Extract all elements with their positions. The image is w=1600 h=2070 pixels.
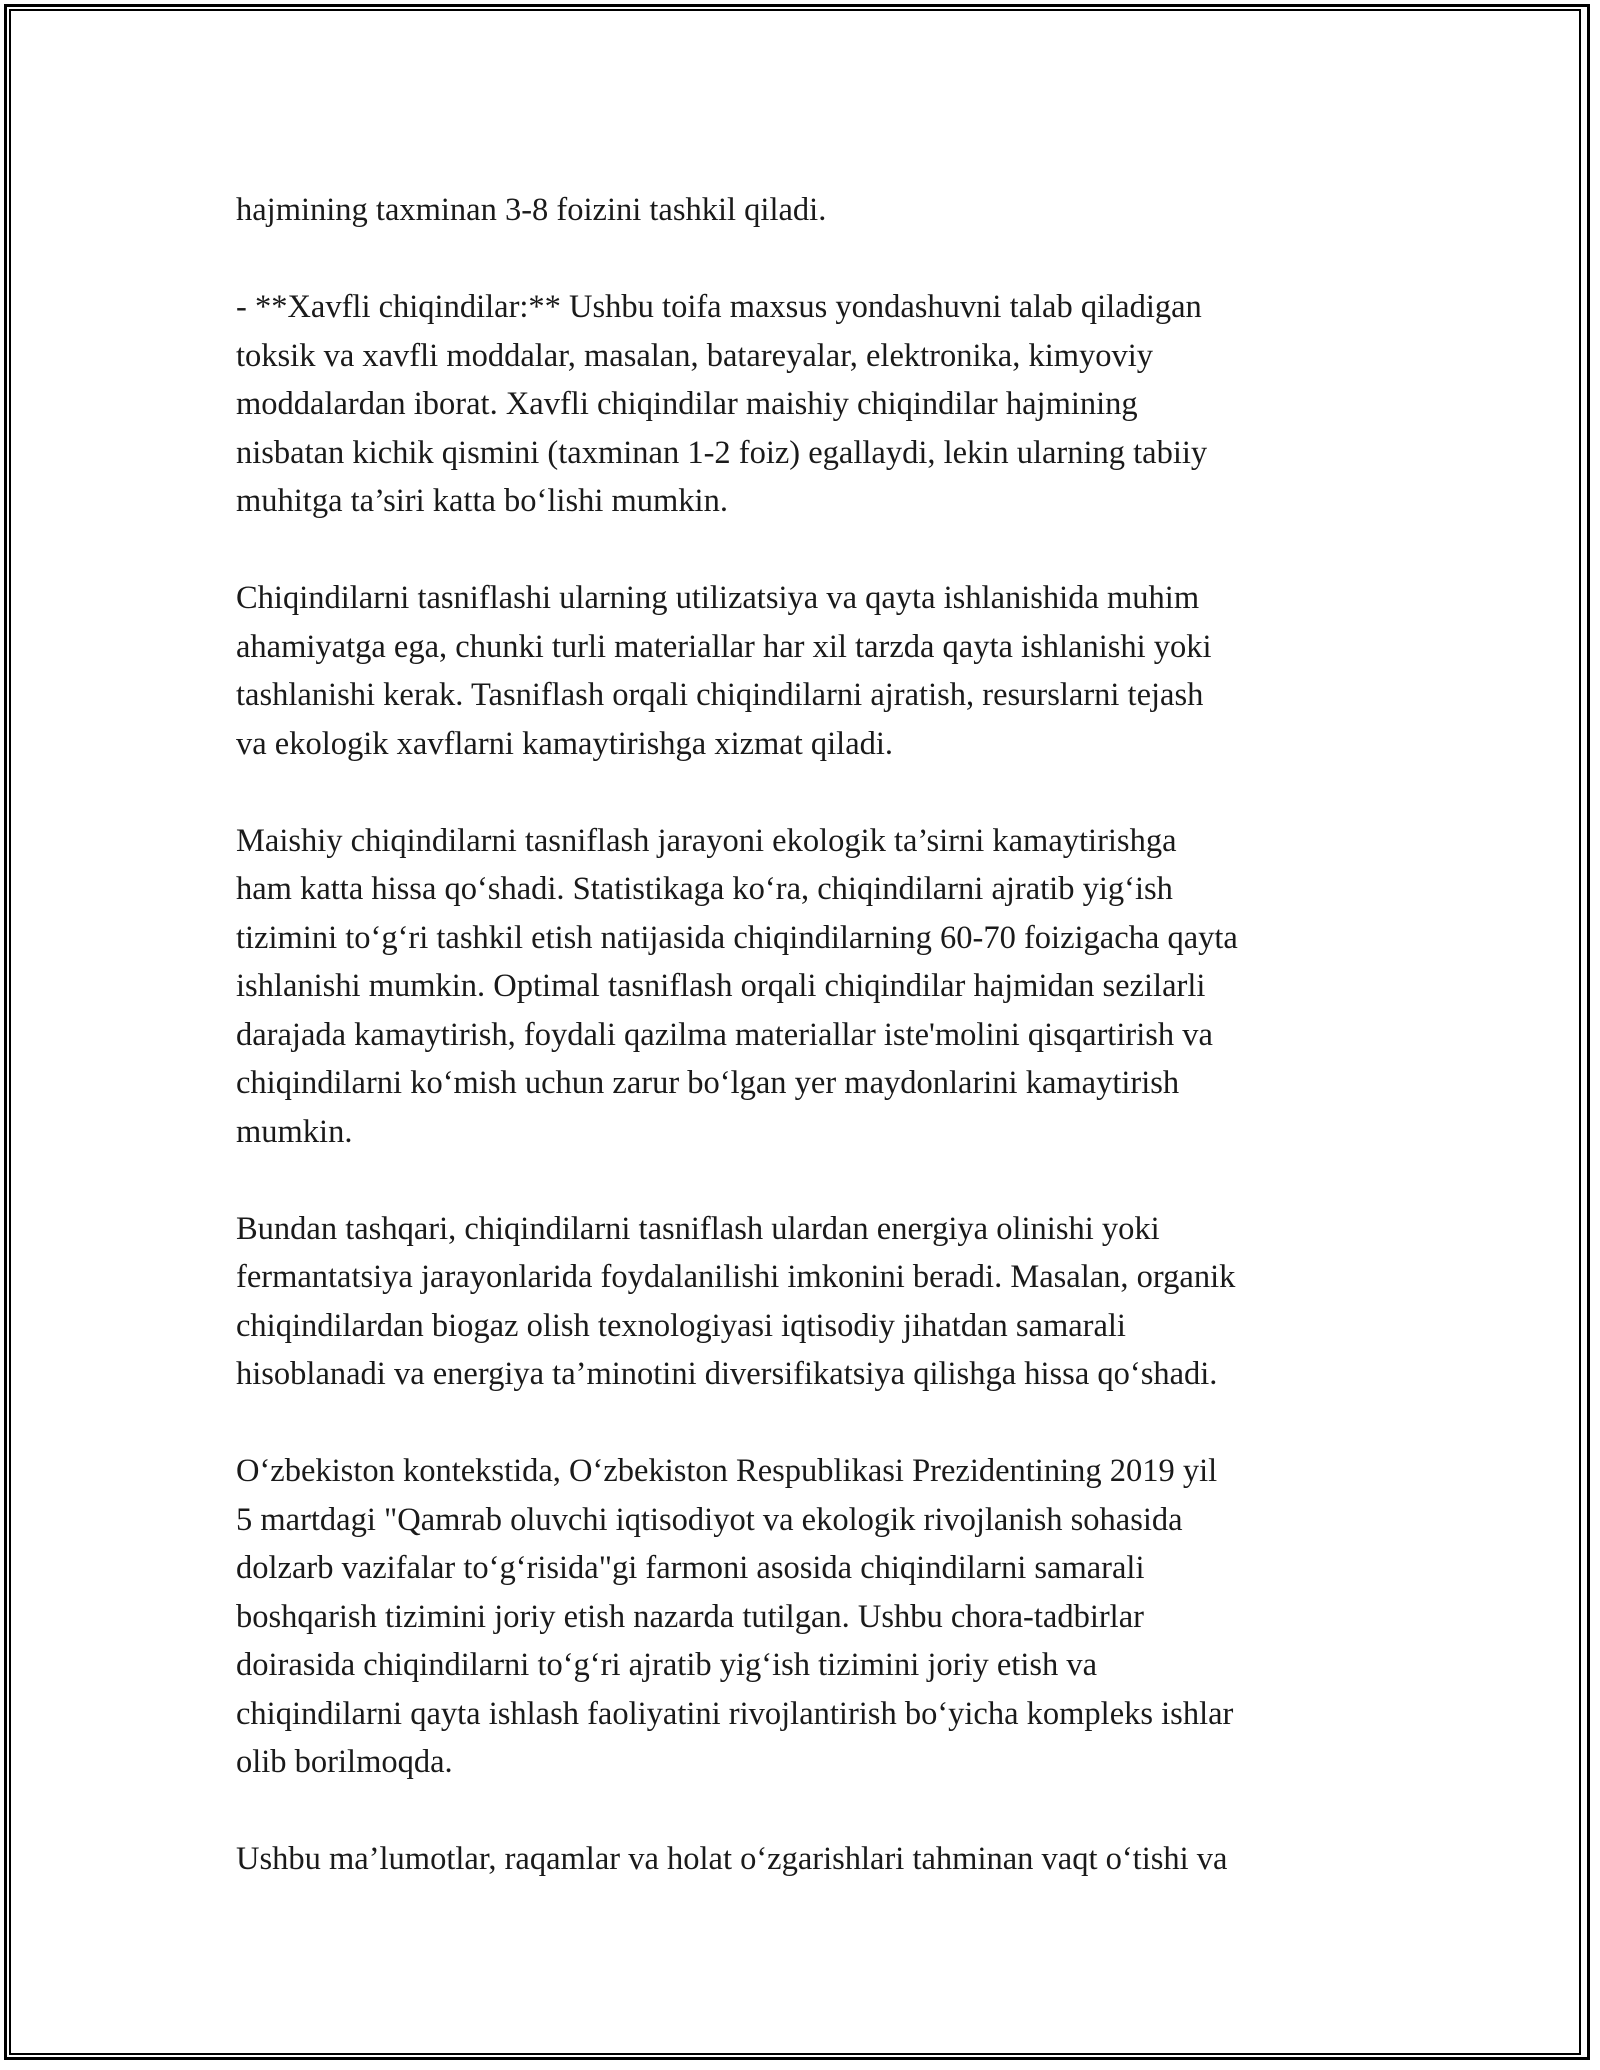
text-line: muhitga ta’siri katta bo‘lishi mumkin.: [236, 483, 728, 519]
text-line: Ushbu ma’lumotlar, raqamlar va holat o‘zgarishlari tahminan vaqt o‘tishi va: [236, 1841, 1228, 1877]
text-line: Bundan tashqari, chiqindilarni tasniflash ulardan energiya olinishi yoki: [236, 1210, 1160, 1247]
text-line: chiqindilarni qayta ishlash faoliyatini rivojlantirish bo‘yicha kompleks ishlar: [236, 1695, 1234, 1732]
text-line: toksik va xavfli moddalar, masalan, batareyalar, elektronika, kimyoviy: [236, 337, 1154, 374]
text-line: O‘zbekiston kontekstida, O‘zbekiston Respublikasi Prezidentining 2019 yil: [236, 1453, 1218, 1489]
text-line: boshqarish tizimini joriy etish nazarda tutilgan. Ushbu chora-tadbirlar: [236, 1598, 1144, 1635]
text-line: chiqindilarni ko‘mish uchun zarur bo‘lgan yer maydonlarini kamaytirish: [236, 1065, 1180, 1101]
text-line: - **Xavfli chiqindilar:** Ushbu toifa maxsus yondashuvni talab qiladigan: [236, 289, 1202, 325]
text-line: hajmining taxminan 3-8 foizini tashkil qiladi.: [236, 192, 827, 228]
text-line: mumkin.: [236, 1113, 353, 1150]
text-line: dolzarb vazifalar to‘g‘risida"gi farmoni asosida chiqindilarni samarali: [236, 1550, 1145, 1586]
text-line: ishlanishi mumkin. Optimal tasniflash orqali chiqindilar hajmidan sezilarli: [236, 968, 1206, 1004]
text-line: 5 martdagi "Qamrab oluvchi iqtisodiyot va ekologik rivojlanish sohasida: [236, 1501, 1183, 1538]
text-line: Chiqindilarni tasniflashi ularning utilizatsiya va qayta ishlanishida muhim: [236, 580, 1200, 616]
text-line: tashlanishi kerak. Tasniflash orqali chiqindilarni ajratish, resurslarni tejash: [236, 677, 1204, 713]
paragraph-hazardous-waste: [236, 283, 1376, 526]
paragraph-energy-recovery: [236, 1205, 1376, 1399]
text-line: fermantatsiya jarayonlarida foydalanilishi imkonini beradi. Masalan, organik: [236, 1259, 1236, 1295]
paragraph-uzbekistan-context: [236, 1447, 1376, 1787]
text-line: doirasida chiqindilarni to‘g‘ri ajratib yig‘ish tizimini joriy etish va: [236, 1647, 1098, 1683]
paragraph-classification-importance: [236, 574, 1376, 768]
text-line: darajada kamaytirish, foydali qazilma materiallar iste'molini qisqartirish va: [236, 1016, 1213, 1053]
text-line: ahamiyatga ega, chunki turli materiallar har xil tarzda qayta ishlanishi yoki: [236, 628, 1212, 665]
document-body: [236, 186, 1376, 1932]
text-line: ham katta hissa qo‘shadi. Statistikaga ko‘ra, chiqindilarni ajratib yig‘ish: [236, 871, 1173, 907]
text-line: tizimini to‘g‘ri tashkil etish natijasida chiqindilarning 60-70 foizigacha qayta: [236, 919, 1238, 956]
text-line: chiqindilardan biogaz olish texnologiyasi iqtisodiy jihatdan samarali: [236, 1307, 1126, 1344]
text-line: nisbatan kichik qismini (taxminan 1-2 foiz) egallaydi, lekin ularning tabiiy: [236, 434, 1208, 471]
paragraph-continuation: [236, 186, 1376, 235]
text-line: moddalardan iborat. Xavfli chiqindilar maishiy chiqindilar hajmining: [236, 386, 1138, 422]
paragraph-closing: [236, 1835, 1376, 1884]
text-line: olib borilmoqda.: [236, 1744, 453, 1780]
text-line: va ekologik xavflarni kamaytirishga xizmat qiladi.: [236, 725, 894, 762]
text-line: hisoblanadi va energiya ta’minotini diversifikatsiya qilishga hissa qo‘shadi.: [236, 1356, 1218, 1392]
text-line: Maishiy chiqindilarni tasniflash jarayoni ekologik ta’sirni kamaytirishga: [236, 822, 1177, 859]
paragraph-ecological-impact: [236, 817, 1376, 1157]
